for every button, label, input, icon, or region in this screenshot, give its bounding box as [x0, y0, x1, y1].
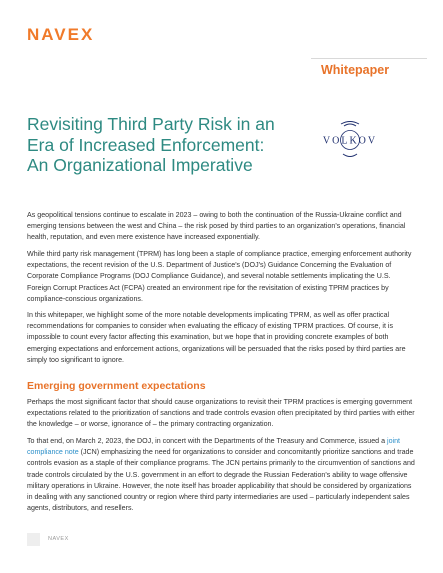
title-line-1: Revisiting Third Party Risk in an: [27, 114, 275, 134]
title-line-2: Era of Increased Enforcement:: [27, 134, 265, 155]
intro-paragraph-3: In this whitepaper, we highlight some of the more notable developments implicating TPRM, as well as offer practical recommendations for companies to consider when evaluating the efficacy of existing TPRM practices. Of course, it is impossible to count every factor affecting this examination, but we hope that in providing concrete examples of both emerging expectations and enforcement actions, organizations will be persuaded that the risks posed by third parties are simply too significant to ignore.: [27, 311, 406, 364]
page-number-box: [27, 533, 40, 546]
page-title: [27, 114, 297, 176]
header-divider: [311, 58, 427, 59]
section-paragraph-1: Perhaps the most significant factor that should cause organizations to revisit their TPRM practices is emerging government expectations related to the prioritization of sanctions and trade controls evasion often precipitated by third parties with either the knowledge – or worse, ignorance of – the primary contracting organization.: [27, 398, 415, 429]
volkov-logo: [319, 120, 381, 160]
doc-type-label: Whitepaper: [321, 63, 390, 77]
title-line-3: An Organizational Imperative: [27, 155, 253, 175]
navex-logo: NAVEX: [27, 25, 95, 44]
section-paragraph-2: [27, 436, 415, 514]
section-heading: Emerging government expectations: [27, 380, 206, 392]
joint-compliance-note-link[interactable]: joint compliance note: [27, 437, 401, 457]
paragraph-text-before-link: To that end, on March 2, 2023, the DOJ, in concert with the Departments of the Treasury and Commerce, issued a: [27, 437, 387, 445]
intro-paragraph-2: While third party risk management (TPRM) has long been a staple of compliance practice, emerging enforcement authority expectations, the recent revision of the U.S. Department of Justice's (DOJ's) Guidance Concerning the Evaluation of Corporate Compliance Programs (DOJ Compliance Guidance), and several notable settlements implicating the U.S. Foreign Corrupt Practices Act (FCPA) created an environment ripe for the revisitation of existing TPRM practices by compliance-conscious organizations.: [27, 250, 412, 303]
footer-label: NAVEX: [48, 536, 69, 542]
paragraph-text-after-link: (JCN) emphasizing the need for organizations to consider and concomitantly prioritize sanctions and trade controls evasion as a staple of their compliance programs. The JCN pertains primarily to the circumvention of sanctions and trade controls circulated by the U.S. government in an effort to degrade the Russian Federation's ability to wage offensive military operations in Ukraine. However, the note itself has broader applicability that should be considered by organizations in dealing with any sanctioned country or region where third party intermediaries are used – particularly independent sales agents, distributors, and resellers.: [27, 448, 415, 513]
volkov-wordmark: VOLKOV: [322, 135, 378, 147]
intro-paragraph-1: As geopolitical tensions continue to escalate in 2023 – owing to both the continuation of the Russia-Ukraine conflict and emerging tensions between the west and China – the risk posed by third parties to an organization's operations, financial health, reputation, and even mere existence have increased exponentially.: [27, 211, 406, 242]
